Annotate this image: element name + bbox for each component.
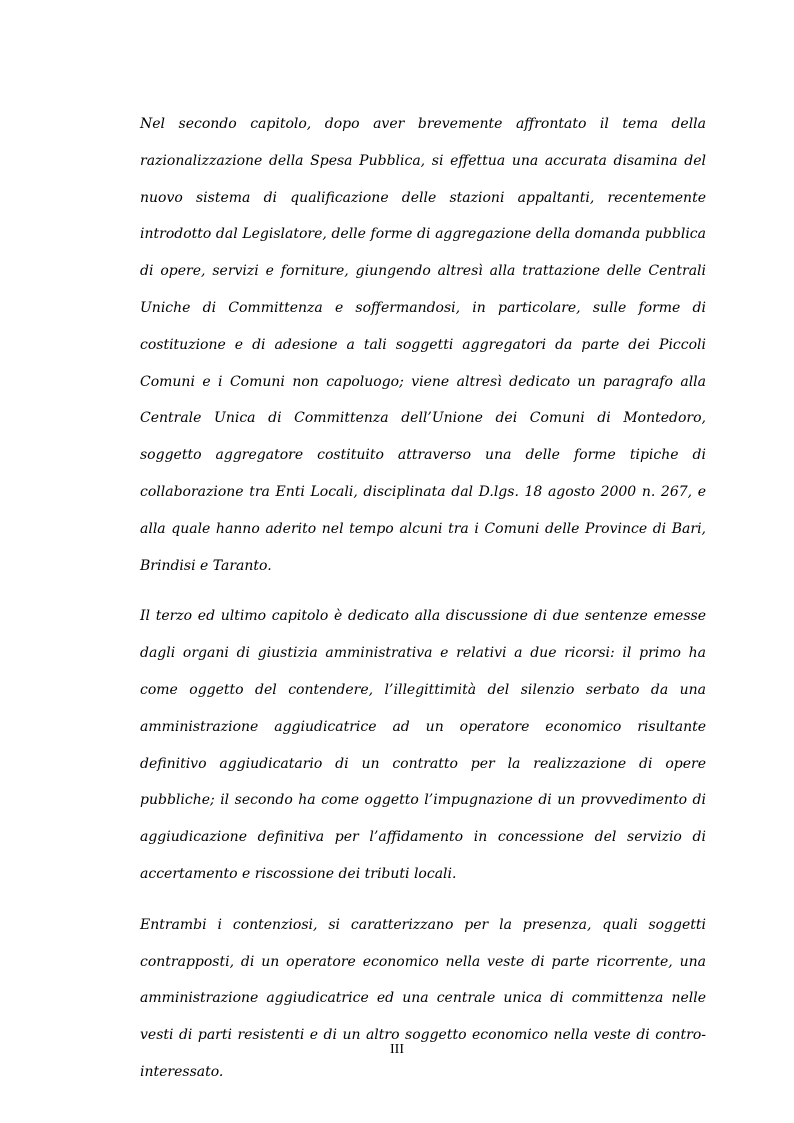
page-number: III	[390, 1042, 404, 1057]
body-text	[140, 106, 706, 1091]
paragraph-disputes: Entrambi i contenziosi, si caratterizzano per la presenza, quali soggetti contrapposti, di un operatore economico nella veste di parte ricorrente, una amministrazione aggiudicatrice ed una centrale unica di committenza nelle vesti di parti resistenti e di un altro soggetto economico nella veste di contro-interessato.	[140, 916, 706, 1080]
paragraph-chapter-three: Il terzo ed ultimo capitolo è dedicato alla discussione di due sentenze emesse dagli organi di giustizia amministrativa e relativi a due ricorsi: il primo ha come oggetto del contendere, l’illegittimità del silenzio serbato da una amministrazione aggiudicatrice ad un operatore economico risultante definitivo aggiudicatario di un contratto per la realizzazione di opere pubbliche; il secondo ha come oggetto l’impugnazione di un provvedimento di aggiudicazione definitiva per l’affidamento in concessione del servizio di accertamento e riscossione dei tributi locali.	[140, 608, 706, 882]
paragraph-chapter-two: Nel secondo capitolo, dopo aver brevemente affrontato il tema della razionalizzazione della Spesa Pubblica, si effettua una accurata disamina del nuovo sistema di qualificazione delle stazioni appaltanti, recentemente introdotto dal Legislatore, delle forme di aggregazione della domanda pubblica di opere, servizi e forniture, giungendo altresì alla trattazione delle Centrali Uniche di Committenza e soffermandosi, in particolare, sulle forme di costituzione e di adesione a tali soggetti aggregatori da parte dei Piccoli Comuni e i Comuni non capoluogo; viene altresì dedicato un paragrafo alla Centrale Unica di Committenza dell’Unione dei Comuni di Montedoro, soggetto aggregatore costituito attraverso una delle forme tipiche di collaborazione tra Enti Locali, disciplinata dal D.lgs. 18 agosto 2000 n. 267, e alla quale hanno aderito nel tempo alcuni tra i Comuni delle Province di Bari, Brindisi e Taranto.	[140, 116, 706, 574]
